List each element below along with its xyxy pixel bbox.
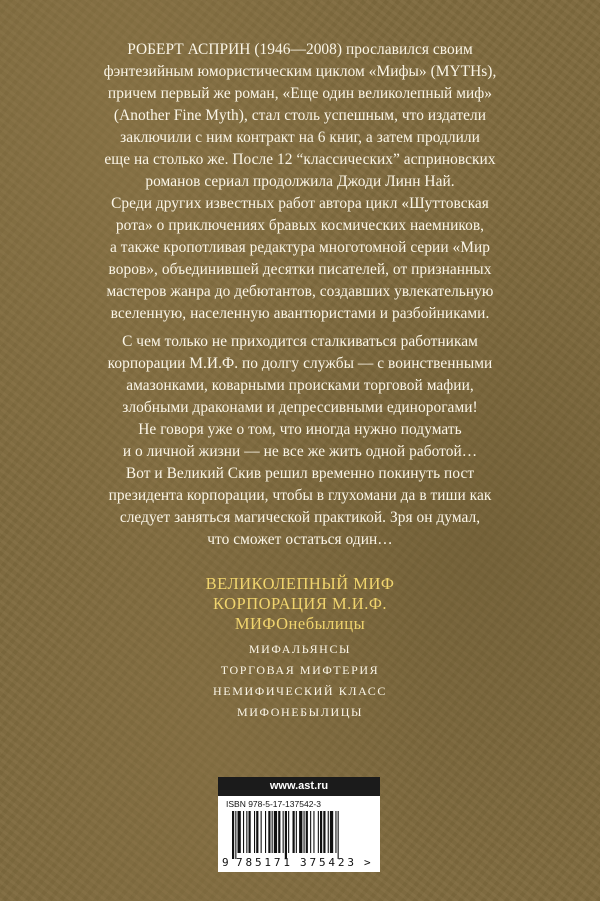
barcode-bar (272, 811, 273, 853)
barcode-bar (296, 811, 297, 853)
barcode-bar (335, 811, 336, 853)
bio-line: рота» о приключениях бравых космических наемников, (115, 217, 485, 234)
isbn-number: ISBN 978-5-17-137542-3 (226, 799, 321, 809)
blurb-line: корпорации М.И.Ф. по долгу службы — с воинственными (107, 355, 493, 372)
barcode-bar (235, 811, 236, 859)
series-title-highlight: МИФОнебылицы (234, 614, 366, 633)
barcode-bar (249, 811, 251, 853)
barcode-bar (278, 811, 280, 853)
barcode-bar (313, 811, 314, 853)
blurb-line: злобными драконами и депрессивными единорогами! (122, 399, 478, 416)
barcode-digit-trail: > (364, 856, 371, 869)
book-blurb (0, 331, 600, 551)
isbn-barcode-block (218, 777, 380, 872)
bio-line: а также кропотливая редактура многотомной серии «Мир (109, 239, 491, 256)
barcode-bar (261, 811, 262, 853)
blurb-line: Вот и Великий Скив решил временно покинуть пост (125, 465, 475, 482)
barcode-bar (285, 811, 287, 859)
bio-line: романов сериал продолжила Джоди Линн Най. (145, 173, 455, 190)
author-bio (0, 39, 600, 325)
barcode (222, 811, 376, 869)
barcode-bar (318, 811, 319, 853)
series-title-highlight: КОРПОРАЦИЯ М.И.Ф. (213, 594, 387, 613)
barcode-bar (338, 811, 339, 859)
barcode-bar (288, 811, 289, 853)
barcode-bar (274, 811, 277, 853)
blurb-line: что сможет остаться один… (207, 531, 393, 548)
blurb-line: Не говоря уже о том, что иногда нужно подумать (138, 421, 462, 438)
barcode-digits-right: 375423 (300, 856, 354, 869)
series-titles (0, 574, 600, 723)
barcode-bars (232, 811, 339, 859)
bio-line: воров», объединившей десятки писателей, от признанных (108, 261, 492, 278)
barcode-bar (293, 811, 295, 853)
barcode-bar (256, 811, 258, 853)
bio-line: мастеров жанра до дебютантов, создавших увлекательную (106, 283, 494, 300)
bio-line: (Another Fine Myth), стал столь успешным, что издатели (113, 107, 487, 124)
barcode-bar (306, 811, 308, 853)
series-title: ТОРГОВАЯ МИФТЕРИЯ (220, 663, 380, 677)
barcode-bar (310, 811, 311, 853)
barcode-bar (254, 811, 255, 853)
publisher-website: www.ast.ru (218, 777, 380, 796)
bio-line: вселенную, населенную авантюристами и разбойниками. (110, 305, 490, 322)
blurb-line: президента корпорации, чтобы в глухомани да в тиши как (108, 487, 492, 504)
bio-line: еще на столько же. После 12 “классических” асприновских (104, 151, 496, 168)
bio-line: фэнтезийным юмористическим циклом «Мифы» (MYTHs), (103, 63, 497, 80)
barcode-bar (304, 811, 305, 853)
barcode-digits-left: 785171 (236, 856, 290, 869)
series-title: МИФАЛЬЯНСЫ (248, 642, 352, 656)
series-title-highlight: ВЕЛИКОЛЕПНЫЙ МИФ (205, 574, 395, 593)
bio-line: РОБЕРТ АСПРИН (1946—2008) прославился своим (127, 41, 473, 58)
barcode-bar (323, 811, 325, 853)
bio-line: заключили с ним контракт на 6 книг, а затем продлили (120, 129, 480, 146)
barcode-bar (299, 811, 302, 853)
barcode-bar (320, 811, 322, 853)
blurb-line: амазонками, коварными происками торговой мафии, (126, 377, 474, 394)
barcode-bar (238, 811, 241, 853)
series-title: НЕМИФИЧЕСКИЙ КЛАСС (213, 684, 387, 698)
barcode-bar (246, 811, 247, 853)
barcode-bar (232, 811, 234, 859)
series-title: МИФОНЕБЫЛИЦЫ (236, 705, 364, 719)
barcode-digit-lead: 9 (222, 856, 229, 869)
blurb-line: следует заняться магической практикой. Зря он думал, (119, 509, 481, 526)
blurb-line: С чем только не приходится сталкиваться работникам (122, 333, 478, 350)
barcode-bar (268, 811, 270, 853)
barcode-bar (265, 811, 266, 853)
bio-line: причем первый же роман, «Еще один великолепный миф» (107, 85, 493, 102)
barcode-bar (328, 811, 329, 853)
barcode-bar (330, 811, 333, 853)
barcode-bar (283, 811, 284, 853)
bio-line: Среди других известных работ автора цикл «Шуттовская (111, 195, 489, 212)
barcode-bar (243, 811, 244, 853)
blurb-line: и о личной жизни — не все же жить одной работой… (122, 443, 478, 460)
